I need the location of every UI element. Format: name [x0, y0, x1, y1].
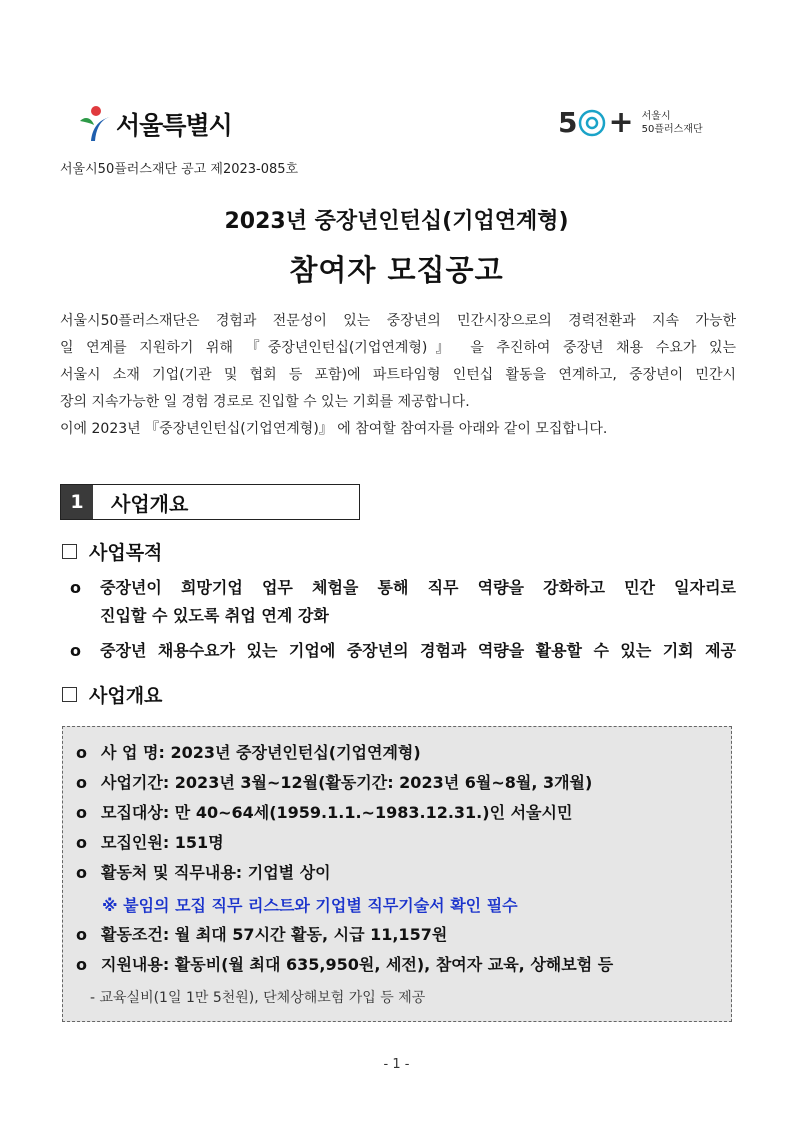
title-line-1: 2023년 중장년인턴십(기업연계형) [224, 209, 569, 234]
seoul-emblem-icon [78, 105, 112, 143]
intro-line: 서울시 소재 기업(기관 및 협회 등 포함)에 파트타임형 인턴십 활동을 연계하고, 중장년이 민간시 [60, 367, 736, 383]
circle-bullet-icon: o [76, 955, 87, 974]
overview-item [76, 803, 572, 823]
overview-note: ※ 붙임의 모집 직무 리스트와 기업별 직무기술서 확인 필수 [102, 896, 518, 915]
intro-line: 일 연계를 지원하기 위해 『중장년인턴십(기업연계형)』 을 추진하여 중장년 채용 수요가 있는 [60, 340, 736, 356]
purpose-item [70, 574, 736, 630]
section-header [60, 484, 360, 520]
circle-bullet-icon: o [76, 863, 87, 882]
overview-item [76, 925, 447, 945]
foundation-logo-five: 5 [558, 106, 578, 139]
overview-item [76, 863, 331, 883]
seoul-logo-text: 서울특별시 [116, 111, 232, 140]
page-number: - 1 - [383, 1057, 410, 1072]
purpose-heading [62, 538, 162, 565]
circle-bullet-icon: o [76, 773, 87, 792]
title-line-2: 참여자 모집공고 [289, 253, 504, 287]
document-number: 서울시50플러스재단 공고 제2023-085호 [60, 162, 299, 177]
intro-line: 이에 2023년 『중장년인턴십(기업연계형)』 에 참여할 참여자를 아래와 같이 모집합니다. [60, 421, 608, 437]
square-bullet-icon [62, 687, 77, 702]
overview-item-text: 사 업 명: 2023년 중장년인턴십(기업연계형) [101, 743, 421, 762]
overview-item [76, 955, 613, 975]
section-title: 사업개요 [111, 491, 189, 516]
foundation-logo [558, 105, 703, 140]
overview-item [76, 743, 421, 763]
circle-bullet-icon: o [70, 578, 81, 597]
circle-bullet-icon: o [76, 833, 87, 852]
purpose-item-line: 중장년이 희망기업 업무 체험을 통해 직무 역량을 강화하고 민간 일자리로 [100, 578, 736, 597]
intro-line: 장의 지속가능한 일 경험 경로로 진입할 수 있는 기회를 제공합니다. [60, 394, 470, 410]
circle-bullet-icon: o [76, 803, 87, 822]
overview-item-text: 사업기간: 2023년 3월~12월(활동기간: 2023년 6월~8월, 3개월) [101, 773, 593, 792]
seoul-city-logo [78, 104, 232, 144]
overview-sub-note: - 교육실비(1일 1만 5천원), 단체상해보험 가입 등 제공 [90, 990, 426, 1006]
circle-bullet-icon: o [76, 925, 87, 944]
overview-item-text: 활동조건: 월 최대 57시간 활동, 시급 11,157원 [101, 925, 448, 944]
overview-item-text: 활동처 및 직무내용: 기업별 상이 [101, 863, 331, 882]
intro-paragraph [60, 308, 736, 443]
square-bullet-icon [62, 544, 77, 559]
foundation-circle-icon [577, 108, 607, 138]
foundation-name-line1: 서울시 [641, 111, 671, 122]
circle-bullet-icon: o [70, 641, 81, 660]
foundation-logo-name [642, 110, 703, 136]
intro-line: 서울시50플러스재단은 경험과 전문성이 있는 중장년의 민간시장으로의 경력전환과 지속 가능한 [60, 313, 736, 329]
purpose-item [70, 637, 736, 665]
circle-bullet-icon: o [76, 743, 87, 762]
purpose-item-line: 중장년 채용수요가 있는 기업에 중장년의 경험과 역량을 활용할 수 있는 기회 제공 [100, 641, 736, 660]
overview-heading-label: 사업개요 [89, 685, 163, 707]
section-number: 1 [61, 485, 93, 519]
foundation-name-line2: 50플러스재단 [641, 124, 703, 135]
overview-item [76, 833, 224, 853]
overview-item-text: 지원내용: 활동비(월 최대 635,950원, 세전), 참여자 교육, 상해보험 등 [101, 955, 614, 974]
foundation-logo-plus: + [608, 105, 634, 140]
overview-item-text: 모집대상: 만 40~64세(1959.1.1.~1983.12.31.)인 서울시민 [101, 803, 573, 822]
purpose-item-line: 진입할 수 있도록 취업 연계 강화 [100, 606, 329, 625]
overview-item [76, 773, 592, 793]
overview-heading [62, 681, 162, 708]
purpose-heading-label: 사업목적 [89, 542, 163, 564]
overview-item-text: 모집인원: 151명 [101, 833, 224, 852]
